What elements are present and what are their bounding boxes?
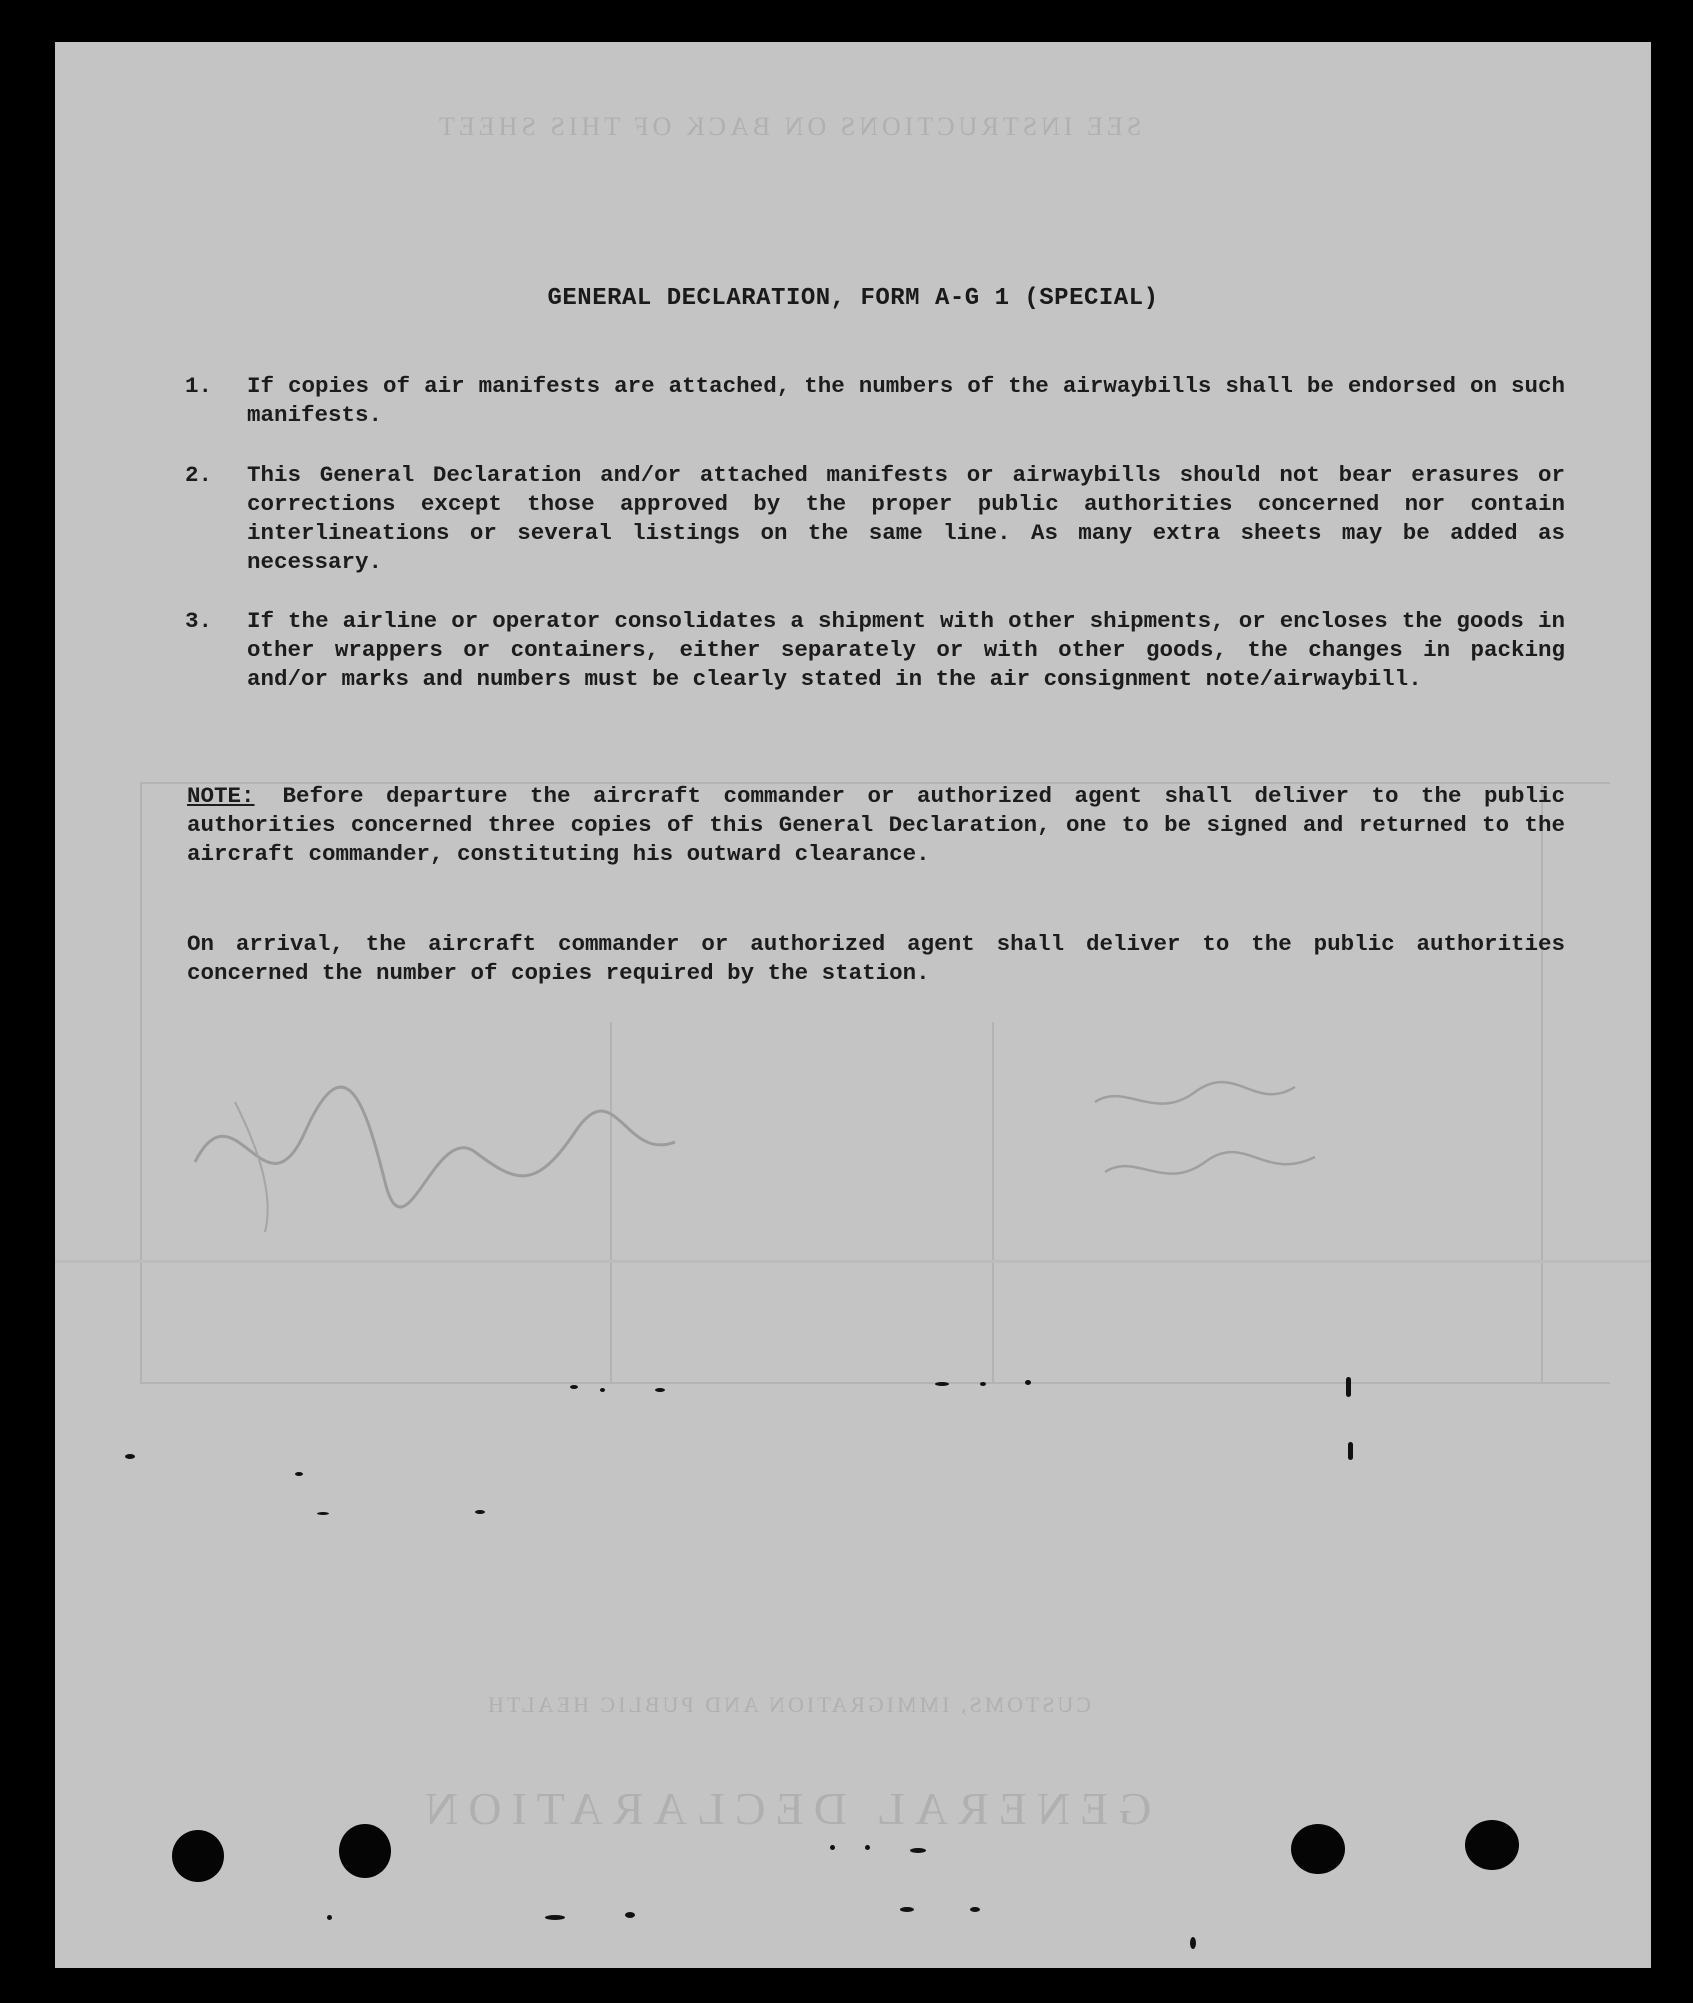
- ink-speck: [545, 1915, 565, 1920]
- bleed-signature: [175, 1042, 695, 1242]
- instruction-item-3: [185, 607, 1565, 694]
- ink-speck: [1346, 1377, 1351, 1397]
- document-page: [55, 42, 1651, 1968]
- bleed-through-text: SEE INSTRUCTIONS ON BACK OF THIS SHEET: [435, 112, 1142, 141]
- ink-speck: [830, 1845, 835, 1850]
- ink-speck: [1190, 1937, 1196, 1949]
- instruction-item-2: [185, 461, 1565, 577]
- ink-speck: [865, 1845, 870, 1850]
- ink-speck: [327, 1915, 332, 1920]
- bleed-rule: [55, 1260, 1651, 1263]
- ink-speck: [970, 1907, 980, 1912]
- instruction-number: 2.: [185, 462, 213, 488]
- bleed-through-text: GENERAL DECLARATION: [415, 1783, 1152, 1834]
- ink-speck: [655, 1388, 665, 1392]
- bleed-rule: [140, 782, 142, 1382]
- ink-speck: [475, 1510, 485, 1514]
- note-label: NOTE:: [187, 783, 255, 809]
- departure-note: [187, 782, 1565, 869]
- ink-speck: [317, 1512, 329, 1515]
- bleed-rule: [1541, 782, 1543, 1382]
- ink-speck: [125, 1454, 135, 1459]
- bleed-handwriting: [1085, 1062, 1385, 1212]
- ink-speck: [295, 1472, 303, 1476]
- bleed-rule: [992, 1022, 994, 1382]
- note-text: Before departure the aircraft commander or authorized agent shall deliver to the public authorities concerned three copies of this General Declaration, one to be signed and returned to the aircraft commander, constituting his outward clearance.: [187, 783, 1565, 867]
- ink-speck: [935, 1382, 949, 1386]
- ink-speck: [910, 1848, 926, 1853]
- instruction-number: 3.: [185, 608, 213, 634]
- instruction-number: 1.: [185, 373, 213, 399]
- instruction-item-1: [185, 372, 1565, 430]
- instruction-text: If the airline or operator consolidates a shipment with other shipments, or encloses the goods in other wrappers or containers, either separately or with other goods, the changes in packing and/or marks and numbers must be clearly stated in the air consignment note/airwaybill.: [247, 608, 1565, 692]
- ink-speck: [600, 1388, 605, 1392]
- bleed-through-text: CUSTOMS, IMMIGRATION AND PUBLIC HEALTH: [485, 1692, 1091, 1717]
- arrival-note: [187, 930, 1565, 988]
- ink-speck: [1025, 1380, 1031, 1385]
- instruction-text: This General Declaration and/or attached manifests or airwaybills should not bear erasures or corrections except those approved by the proper public authorities concerned nor contain interlineations or several listings on the same line. As many extra sheets may be added as necessary.: [247, 462, 1565, 575]
- ink-speck: [980, 1382, 986, 1386]
- punch-hole: [172, 1830, 224, 1882]
- document-title: GENERAL DECLARATION, FORM A-G 1 (SPECIAL): [547, 285, 1159, 312]
- punch-hole: [339, 1824, 391, 1878]
- ink-speck: [900, 1907, 914, 1912]
- bleed-rule: [140, 1382, 1610, 1384]
- ink-speck: [625, 1912, 635, 1918]
- punch-hole: [1291, 1824, 1345, 1874]
- instruction-text: If copies of air manifests are attached, the numbers of the airwaybills shall be endorsed on such manifests.: [247, 373, 1565, 428]
- arrival-text: On arrival, the aircraft commander or authorized agent shall deliver to the public authorities concerned the number of copies required by the station.: [187, 931, 1565, 986]
- punch-hole: [1465, 1820, 1519, 1870]
- ink-speck: [1348, 1442, 1353, 1460]
- ink-speck: [570, 1385, 578, 1389]
